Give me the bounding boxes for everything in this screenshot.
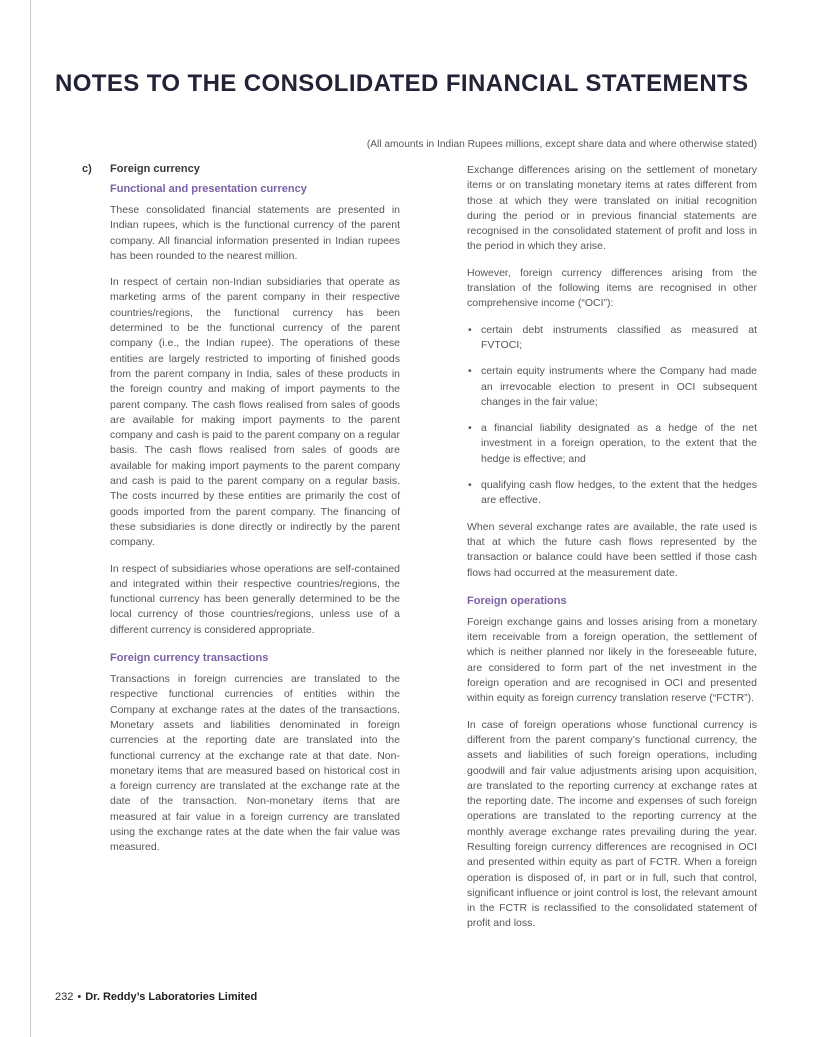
section-title: Foreign currency [110, 163, 200, 175]
paragraph-exchange-differences: Exchange differences arising on the settlement of monetary items or on translating monetary items at rates different from those at which they were translated on initial recognition during the period or in previous financial statements are recognised in the consolidated statement of profit and loss in the period in which they arise. [467, 164, 757, 253]
paragraph-foreign-operations-2: In case of foreign operations whose functional currency is different from the parent company’s functional currency, the assets and liabilities of such foreign operations, including goodwill and fair value adjustments arising upon acquisition, are translated to the reporting currency at exchange rates at the reporting date. The income and expenses of such foreign operations are translated to the reporting currency at the monthly average exchange rates prevailing during the year. Resulting foreign currency differences are recognised in OCI and presented within equity as part of FCTR. When a foreign operation is disposed of, in part or in full, such that control, significant influence or joint control is lost, the relevant amount in the FCTR is reclassified to the consolidated statement of profit and loss. [467, 718, 757, 930]
bullet-icon: • [468, 323, 472, 336]
bullet-icon: • [468, 422, 472, 435]
paragraph-functional-currency-2: In respect of certain non-Indian subsidiaries that operate as marketing arms of the parent company in their respective countries/regions, the functional currency has been determined to be the functional currency of the parent company (i.e., the Indian rupee). The operations of these entities are largely restricted to importing of finished goods from the parent company in India, sales of these products in the foreign country and making of import payments to the parent company. The cash flows realised from sales of goods are available for making import payments to the parent company and cash is paid to the parent company on a regular basis. The cash flows realised from sales of goods are available for making import payments to the parent company and cash is paid to the parent company on a regular basis. The costs incurred by these entities are primarily the cost of goods imported from the parent company. The financing of these subsidiaries is done directly or indirectly by the parent company. [110, 276, 400, 549]
right-column [467, 163, 757, 943]
page-number: 232 [55, 991, 74, 1003]
list-item [467, 364, 757, 410]
subheading-functional-and-presentation-currency: Functional and presentation currency [110, 183, 307, 195]
list-item [467, 323, 757, 354]
bullet-icon: • [468, 365, 472, 378]
paragraph-functional-currency-1: These consolidated financial statements are presented in Indian rupees, which is the functional currency of the parent company. All financial information presented in Indian rupees has been rounded to the nearest million. [110, 204, 400, 262]
bullet-icon: • [468, 479, 472, 492]
company-name: Dr. Reddy’s Laboratories Limited [85, 991, 258, 1003]
subheading-foreign-currency-transactions: Foreign currency transactions [110, 652, 269, 665]
oci-bullet-list [467, 323, 757, 509]
bullet-text: certain debt instruments classified as measured at FVTOCI; [481, 323, 757, 351]
subheading-foreign-operations: Foreign operations [467, 594, 567, 607]
section-heading-row [82, 163, 400, 175]
bullet-text: certain equity instruments where the Company had made an irrevocable election to present in OCI subsequent changes in the fair value; [481, 365, 757, 408]
paragraph-several-exchange-rates: When several exchange rates are available, the rate used is that at which the future cash flows represented by the transaction or balance could have been settled if those cash flows had occurred at the measurement date. [467, 520, 757, 579]
bullet-text: a financial liability designated as a hedge of the net investment in a foreign operation, to the extent that the hedge is effective; and [481, 422, 757, 465]
paragraph-oci-intro: However, foreign currency differences arising from the translation of the following items are recognised in other comprehensive income (“OCI”): [467, 266, 757, 310]
list-item [467, 421, 757, 467]
paragraph-foreign-operations-1: Foreign exchange gains and losses arising from a monetary item receivable from a foreign operation, the settlement of which is neither planned nor likely in the foreseeable future, are considered to form part of the net investment in the foreign operation and are recognised in OCI and presented within equity as foreign currency translation reserve (“FCTR”). [467, 615, 757, 705]
page-footer [55, 991, 257, 1003]
section-label: c) [82, 163, 92, 175]
page-title: NOTES TO THE CONSOLIDATED FINANCIAL STATEMENTS [55, 70, 749, 97]
bullet-text: qualifying cash flow hedges, to the extent that the hedges are effective. [481, 479, 757, 507]
paragraph-functional-currency-3: In respect of subsidiaries whose operations are self-contained and integrated within their respective countries/regions, the functional currency has been generally determined to be the local currency of those countries/regions, unless use of a different currency is considered appropriate. [110, 562, 400, 636]
two-column-content [55, 163, 757, 943]
left-column [55, 163, 400, 943]
paragraph-transactions-1: Transactions in foreign currencies are translated to the respective functional currencies of entities within the Company at exchange rates at the dates of the transactions. Monetary assets and liabilities denominated in foreign currencies at the reporting date are translated into the functional currency at the exchange rate at that date. Non-monetary items that are measured based on historical cost in a foreign currency are translated at the exchange rate at the date of the transaction. Non-monetary items that are measured at fair value in a foreign currency are translated using the exchange rates at the date when the fair value was measured. [110, 673, 400, 854]
amounts-note: (All amounts in Indian Rupees millions, except share data and where otherwise stated) [366, 139, 757, 150]
page-left-rule [30, 0, 31, 1037]
footer-separator: • [77, 991, 82, 1003]
list-item [467, 478, 757, 509]
